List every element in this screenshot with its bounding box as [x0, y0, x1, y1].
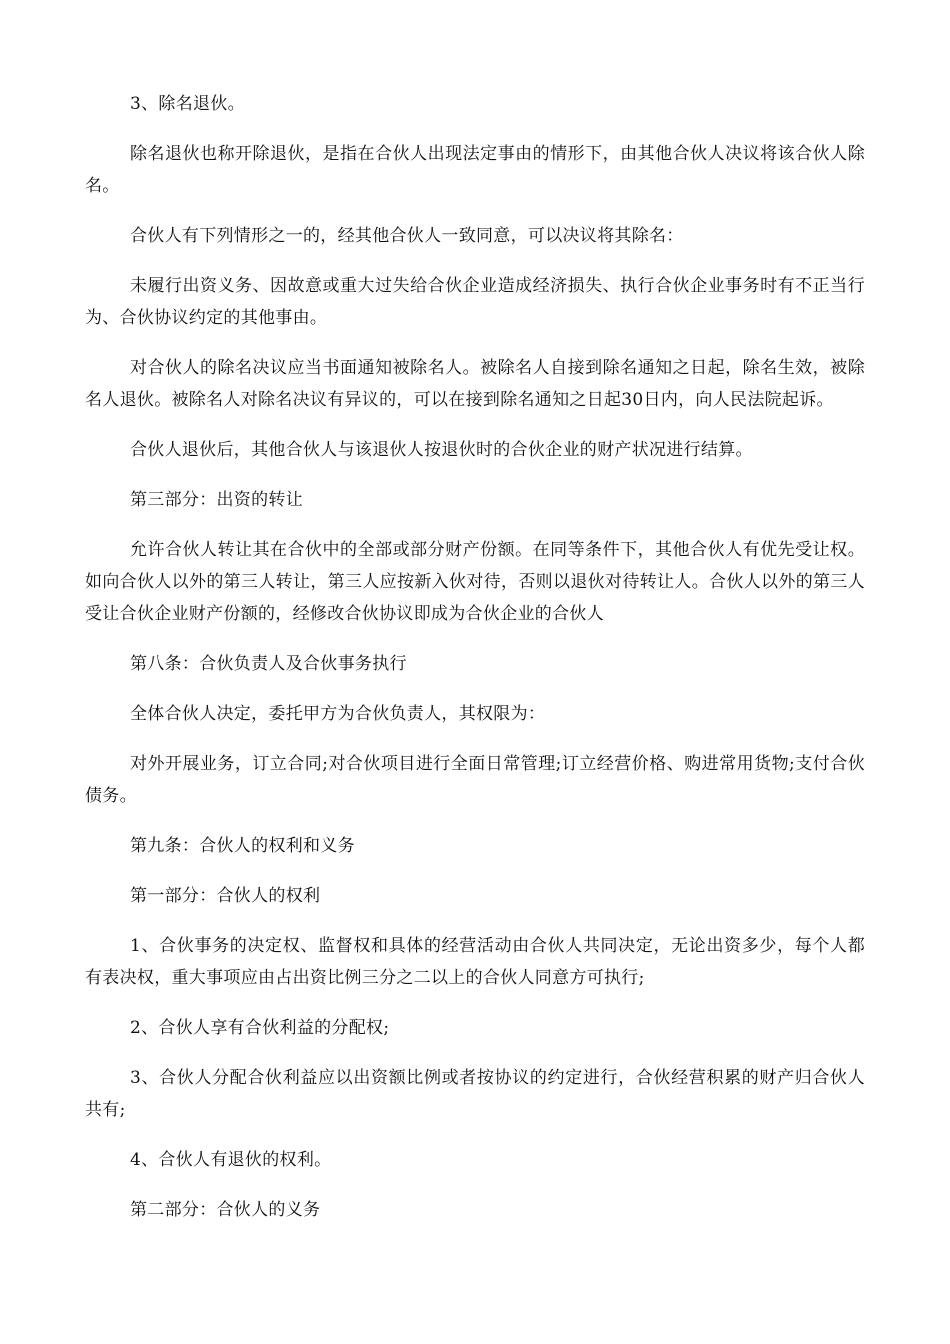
- list-item-right-1: 1、合伙事务的决定权、监督权和具体的经营活动由合伙人共同决定，无论出资多少，每个人都有表决权，重大事项应由占出资比例三分之二以上的合伙人同意方可执行;: [85, 936, 865, 988]
- paragraph-settlement: 合伙人退伙后，其他合伙人与该退伙人按退伙时的合伙企业的财产状况进行结算。: [130, 440, 753, 460]
- article-heading-nine: 第九条：合伙人的权利和义务: [130, 836, 355, 856]
- paragraph-removal-conditions-intro: 合伙人有下列情形之一的，经其他合伙人一致同意，可以决议将其除名：: [130, 226, 684, 246]
- list-item-right-2: 2、合伙人享有合伙利益的分配权;: [130, 1018, 390, 1038]
- section-heading-part-three: 第三部分：出资的转让: [130, 490, 303, 510]
- paragraph-removal-notice: 对合伙人的除名决议应当书面通知被除名人。被除名人自接到除名通知之日起，除名生效，被除名人退伙。被除名人对除名决议有异议的，可以在接到除名通知之日起30日内，向人民法院起诉。: [85, 358, 865, 410]
- article-heading-eight: 第八条：合伙负责人及合伙事务执行: [130, 654, 407, 674]
- paragraph-removal-definition: 除名退伙也称开除退伙，是指在合伙人出现法定事由的情形下，由其他合伙人决议将该合伙人除名。: [85, 144, 865, 196]
- list-item-right-3: 3、合伙人分配合伙利益应以出资额比例或者按协议的约定进行，合伙经营积累的财产归合伙人共有;: [85, 1068, 865, 1120]
- section-heading-obligations: 第二部分：合伙人的义务: [130, 1200, 321, 1220]
- paragraph-removal-withdrawal-heading: 3、除名退伙。: [130, 94, 245, 114]
- paragraph-delegation: 全体合伙人决定，委托甲方为合伙负责人，其权限为：: [130, 704, 546, 724]
- paragraph-removal-conditions: 未履行出资义务、因故意或重大过失给合伙企业造成经济损失、执行合伙企业事务时有不正当行为、合伙协议约定的其他事由。: [85, 276, 865, 328]
- section-heading-rights: 第一部分：合伙人的权利: [130, 886, 321, 906]
- paragraph-authority-scope: 对外开展业务，订立合同;对合伙项目进行全面日常管理;订立经营价格、购进常用货物;支付合伙债务。: [85, 754, 865, 806]
- document-body: [85, 88, 865, 1244]
- paragraph-share-transfer: 允许合伙人转让其在合伙中的全部或部分财产份额。在同等条件下，其他合伙人有优先受让权。如向合伙人以外的第三人转让，第三人应按新入伙对待，否则以退伙对待转让人。合伙人以外的第三人受让合伙企业财产份额的，经修改合伙协议即成为合伙企业的合伙人: [85, 540, 865, 624]
- list-item-right-4: 4、合伙人有退伙的权利。: [130, 1150, 332, 1170]
